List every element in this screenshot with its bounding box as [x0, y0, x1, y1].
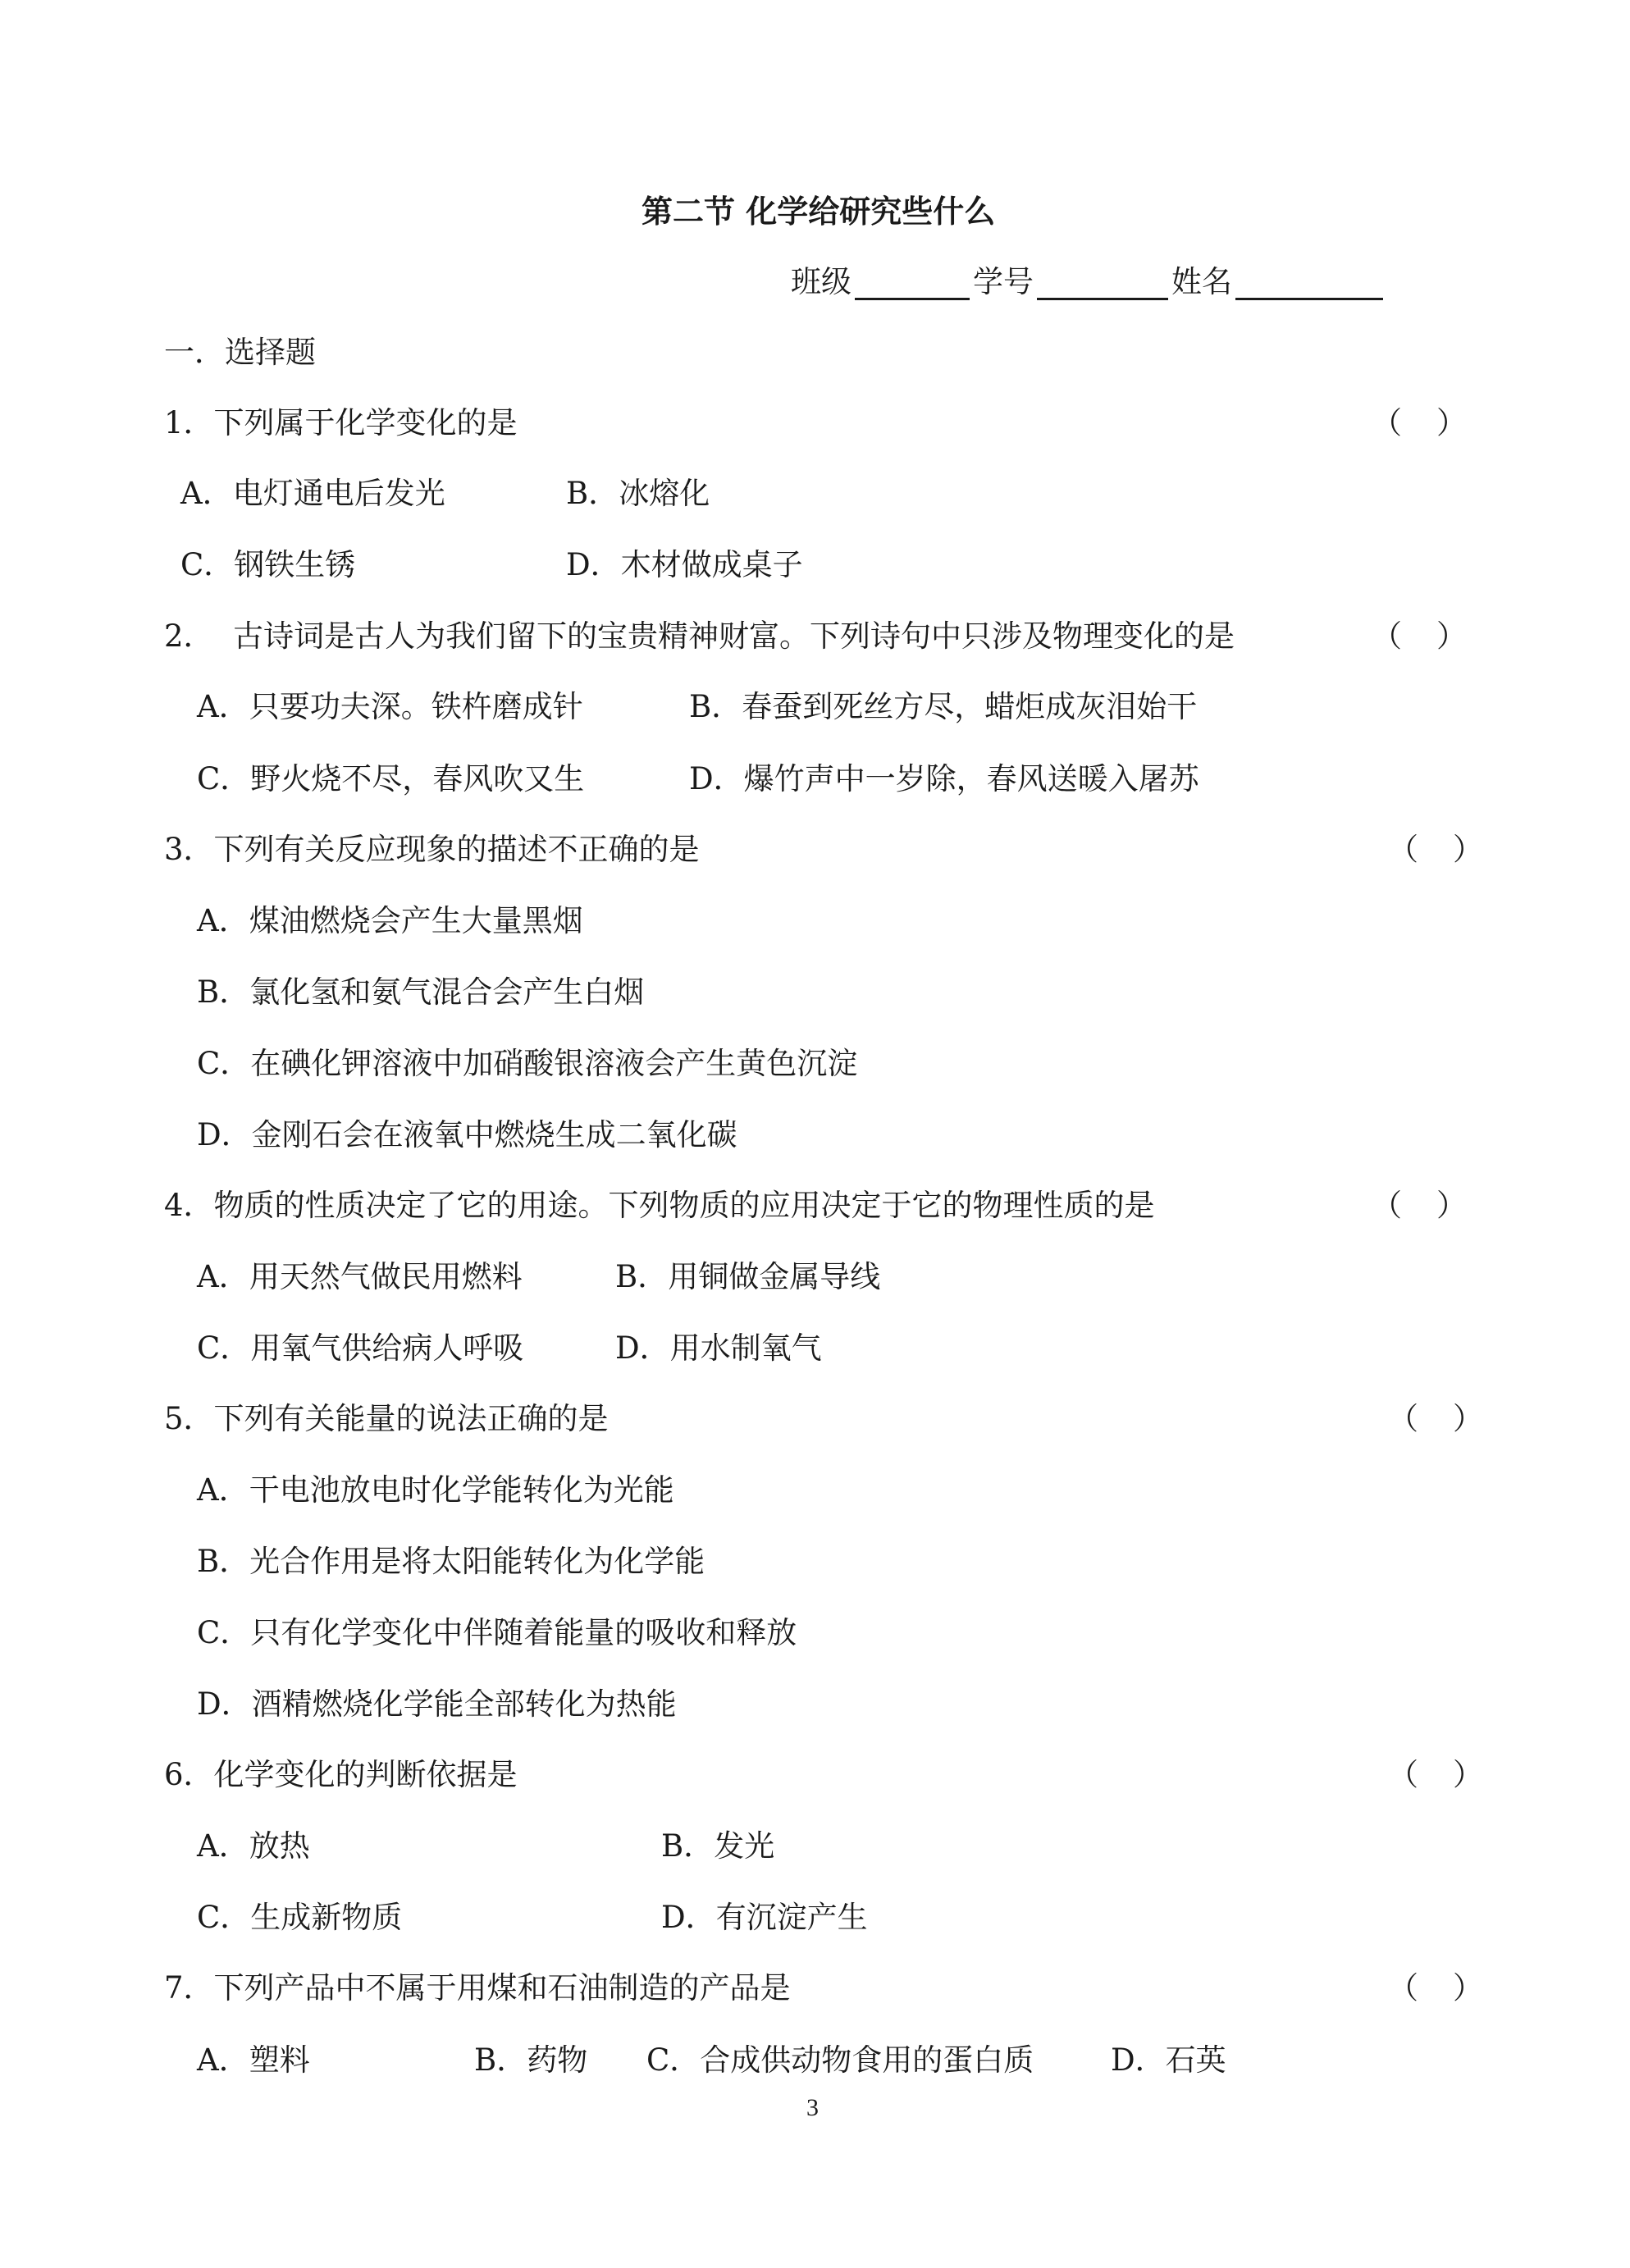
- option: A．电灯通电后发光: [180, 476, 445, 511]
- option: B．春蚕到死丝方尽，蜡炬成灰泪始干: [689, 689, 1198, 724]
- section-heading: 一．选择题: [164, 335, 316, 370]
- option: A．煤油燃烧会产生大量黑烟: [197, 903, 583, 938]
- option: A．只要功夫深。铁杵磨成针: [197, 689, 583, 724]
- name-blank[interactable]: [1235, 268, 1383, 300]
- name-label: 姓名: [1171, 264, 1232, 299]
- answer-paren[interactable]: （ ）: [1372, 618, 1467, 654]
- question-stem: 3．下列有关反应现象的描述不正确的是: [164, 832, 700, 867]
- option: B．氯化氢和氨气混合会产生白烟: [197, 974, 645, 1010]
- question-stem: 5．下列有关能量的说法正确的是: [164, 1401, 609, 1436]
- answer-paren[interactable]: （ ）: [1372, 405, 1467, 440]
- option: D．有沉淀产生: [661, 1900, 868, 1935]
- question-stem: 2． 古诗词是古人为我们留下的宝贵精神财富。下列诗句中只涉及物理变化的是: [164, 618, 1235, 654]
- option: B．发光: [661, 1828, 775, 1864]
- option: A．塑料: [197, 2042, 310, 2078]
- option: B．药物: [474, 2042, 588, 2078]
- option: C．野火烧不尽，春风吹又生: [197, 761, 585, 796]
- option: A．用天然气做民用燃料: [197, 1259, 523, 1294]
- question-stem: 6．化学变化的判断依据是: [164, 1757, 518, 1792]
- question-stem: 1．下列属于化学变化的是: [164, 405, 518, 440]
- question-stem: 7．下列产品中不属于用煤和石油制造的产品是: [164, 1970, 791, 2006]
- option: A．放热: [197, 1828, 310, 1864]
- answer-paren[interactable]: （ ）: [1388, 832, 1483, 867]
- option: B．光合作用是将太阳能转化为化学能: [197, 1544, 705, 1579]
- option: C．钢铁生锈: [180, 547, 356, 582]
- page-title: 第二节 化学给研究些什么: [641, 194, 996, 230]
- option: A．干电池放电时化学能转化为光能: [197, 1472, 674, 1508]
- class-blank[interactable]: [855, 268, 970, 300]
- answer-paren[interactable]: （ ）: [1388, 1757, 1483, 1792]
- option: D．爆竹声中一岁除，春风送暖入屠苏: [689, 761, 1199, 796]
- page-number: 3: [806, 2094, 819, 2121]
- answer-paren[interactable]: （ ）: [1388, 1401, 1483, 1436]
- option: C．在碘化钾溶液中加硝酸银溶液会产生黄色沉淀: [197, 1046, 858, 1081]
- option: D．石英: [1111, 2042, 1226, 2078]
- option: B．用铜做金属导线: [615, 1259, 881, 1294]
- option: D．酒精燃烧化学能全部转化为热能: [197, 1686, 677, 1722]
- answer-paren[interactable]: （ ）: [1372, 1188, 1467, 1223]
- student-info: [791, 264, 1386, 300]
- option: C．只有化学变化中伴随着能量的吸收和释放: [197, 1615, 797, 1650]
- option: C．用氧气供给病人呼吸: [197, 1330, 524, 1366]
- class-label: 班级: [791, 264, 852, 299]
- number-label: 学号: [973, 264, 1034, 299]
- option: C．合成供动物食用的蛋白质: [646, 2042, 1034, 2078]
- answer-paren[interactable]: （ ）: [1388, 1970, 1483, 2006]
- option: D．用水制氧气: [615, 1330, 822, 1366]
- question-stem: 4．物质的性质决定了它的用途。下列物质的应用决定于它的物理性质的是: [164, 1188, 1155, 1223]
- option: B．冰熔化: [566, 476, 710, 511]
- option: D．木材做成桌子: [566, 547, 803, 582]
- number-blank[interactable]: [1037, 268, 1168, 300]
- option: C．生成新物质: [197, 1900, 403, 1935]
- option: D．金刚石会在液氧中燃烧生成二氧化碳: [197, 1117, 737, 1152]
